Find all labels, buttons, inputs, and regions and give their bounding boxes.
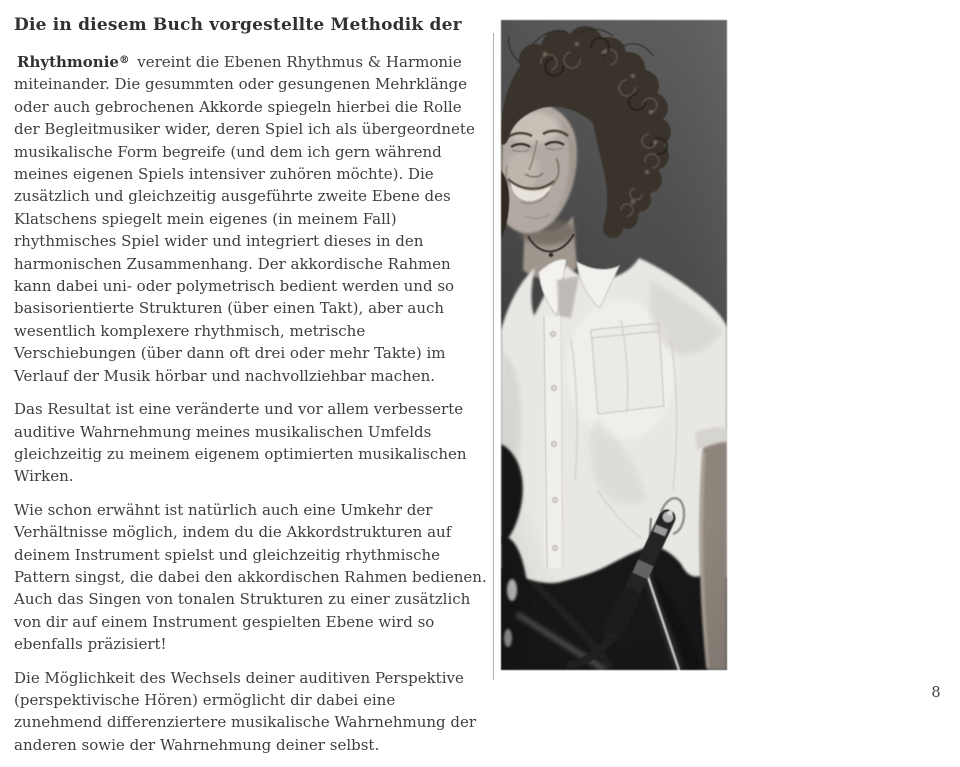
page-number: 8 xyxy=(931,685,941,701)
portrait-photo-graphic xyxy=(501,20,727,670)
vignette-overlay xyxy=(501,20,727,670)
registered-mark-symbol: ® xyxy=(118,54,130,66)
paragraph-2: Das Resultat ist eine veränderte und vor allem verbesserte auditive Wahrnehmung meines musikalischen Umfelds gleichzeitig zu meinem eigenem optimierten musikalischen Wirken. xyxy=(14,400,467,486)
term-text: Rhythmonie xyxy=(17,53,119,71)
paragraph-3: Wie schon erwähnt ist natürlich auch eine Umkehr der Verhältnisse möglich, indem du die Akkordstrukturen auf deinem Instrument spielst und gleichzeitig rhythmische Pattern singst, die dabei den akkordischen Rahmen bedienen. Auch das Singen von tonalen Strukturen zu einer zusätzlich von dir auf einem Instrument gespielten Ebene wird so ebenfalls präzisiert! xyxy=(14,500,487,654)
musician-portrait-photo xyxy=(501,20,727,670)
text-column xyxy=(14,14,488,767)
term-rhythmonie xyxy=(14,53,129,71)
paragraph-1-text: vereint die Ebenen Rhythmus & Harmonie miteinander. Die gesummten oder gesungenen Mehrklänge oder auch gebrochenen Akkorde spiegeln hierbei die Rolle der Begleitmusiker wider, deren Spiel ich als übergeordnete musikalische Form begreife (und dem ich gern während meines eigenen Spiels intensiver zuhören möchte). Die zusätzlich und gleichzeitig ausgeführte zweite Ebene des Klatschens spiegelt mein eigenes (in meinem Fall) rhythmisches Spiel wider und integriert dieses in den harmonischen Zusammenhang. Der akkordische Rahmen kann dabei uni- oder polymetrisch bedient werden und so basisorientierte Strukturen (über einen Takt), aber auch wesentlich komplexere rhythmisch, metrische Verschiebungen (über dann oft drei oder mehr Takte) im Verlauf der Musik hörbar und nachvollziehbar machen. xyxy=(14,53,475,385)
column-divider xyxy=(493,33,494,680)
paragraph-4: Die Möglichkeit des Wechsels deiner auditiven Perspektive (perspektivische Hören) ermöglicht dir dabei eine zunehmend differenziertere musikalische Wahrnehmung der anderen sowie der Wahrnehmung deiner selbst. xyxy=(14,668,477,754)
paragraph-1 xyxy=(14,49,488,387)
page-title: Die in diesem Buch vorgestellte Methodik der xyxy=(14,15,462,35)
